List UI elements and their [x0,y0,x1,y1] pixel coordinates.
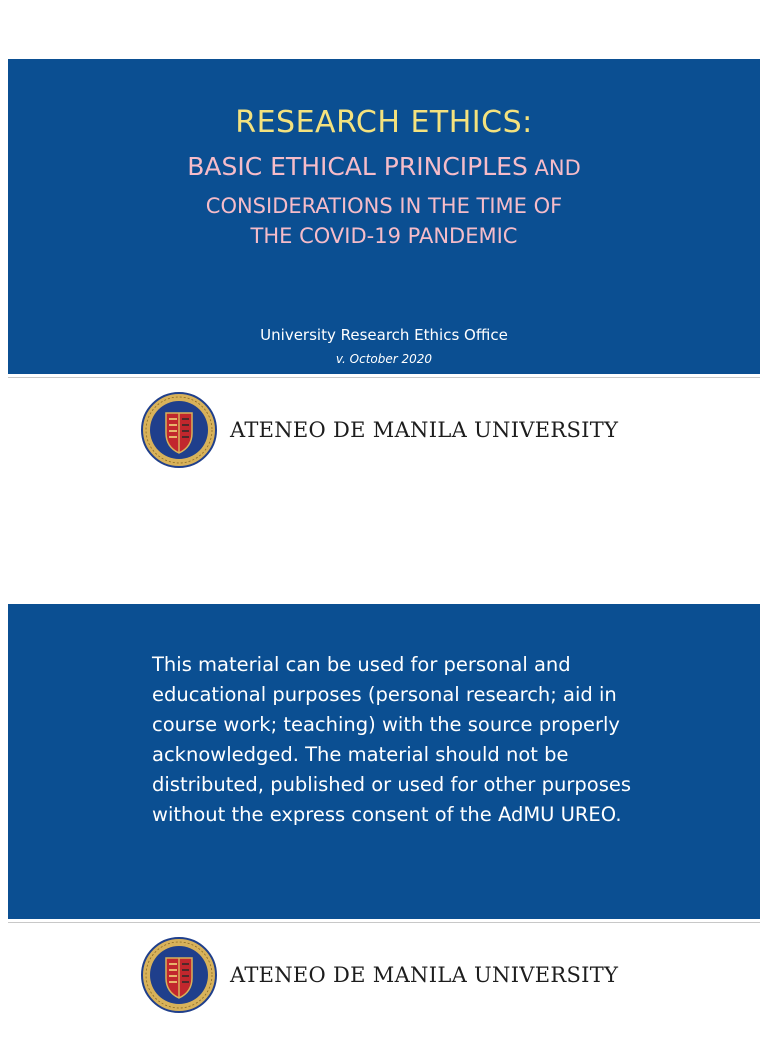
slide-title-heading: RESEARCH ETHICS: [235,105,533,140]
university-name: ATENEO DE MANILA UNIVERSITY [230,418,619,442]
university-logo [140,391,640,471]
slide-usage-notice [0,600,768,1062]
slide-title [0,55,768,517]
university-seal-icon [140,936,218,1014]
university-name: ATENEO DE MANILA UNIVERSITY [230,963,619,987]
subtitle-and: AND [527,156,581,180]
university-logo [140,936,640,1016]
subtitle-main: BASIC ETHICAL PRINCIPLES [187,152,528,181]
notice-panel [8,604,760,919]
seal-graphic [140,936,218,1014]
office-name: University Research Ethics Office [260,326,508,344]
footer-divider [8,377,760,378]
slide-subtitle-line1 [8,152,760,183]
seal-graphic [140,391,218,469]
slide-subtitle-line3: THE COVID-19 PANDEMIC [250,224,518,248]
version-label: v. October 2020 [335,352,433,366]
university-seal-icon [140,391,218,469]
footer-divider [8,922,760,923]
title-panel [8,59,760,374]
usage-notice-text: This material can be used for personal and educational purposes (personal research; aid in course work; teaching) with the source properly acknowledged. The material should not be distributed, published or used for other purposes without the express consent of the AdMU UREO. [152,653,632,826]
slide-subtitle-line2: CONSIDERATIONS IN THE TIME OF [205,194,563,218]
